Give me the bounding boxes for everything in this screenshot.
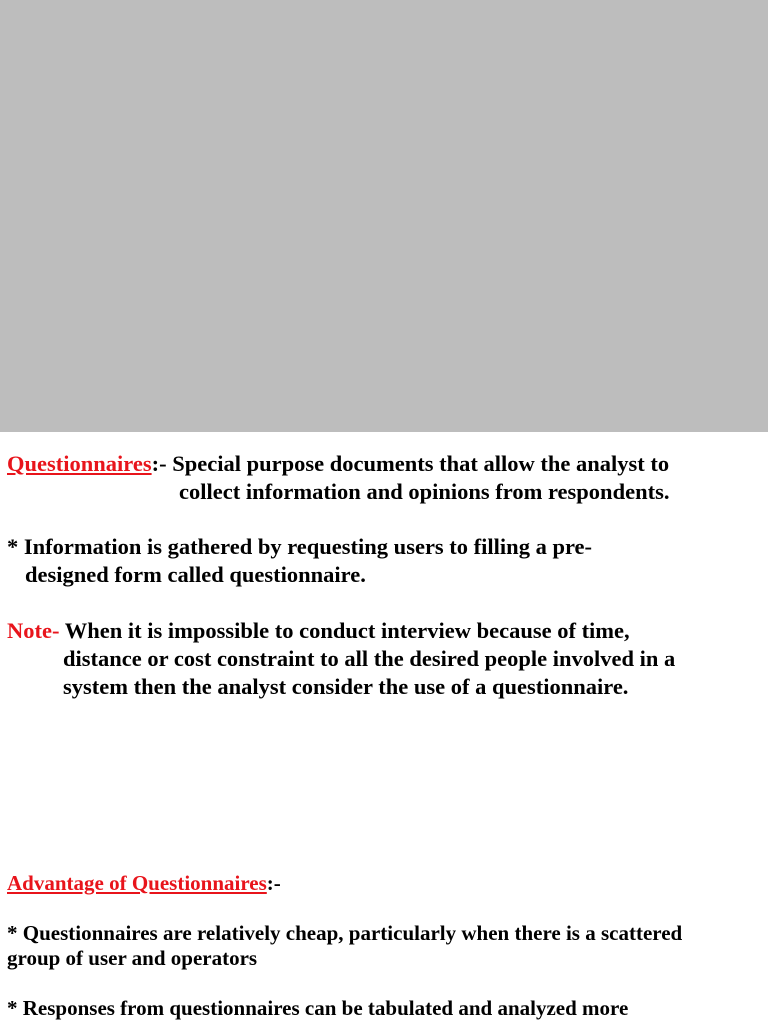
advantage-heading-text: Advantage of Questionnaires <box>7 871 267 895</box>
document-body <box>0 432 768 1024</box>
questionnaires-definition-line-1 <box>7 450 669 478</box>
advantage-bullet-responses-line-1 <box>7 995 628 1021</box>
bullet-information-text-1: * Information is gathered by requesting users to filling a pre- <box>7 534 593 559</box>
bullet-information-line-1 <box>7 533 592 561</box>
questionnaires-definition-text-1: Special purpose documents that allow the analyst to <box>166 451 670 476</box>
advantage-bullet-responses-text-1: * Responses from questionnaires can be tabulated and analyzed more <box>7 996 629 1020</box>
note-text-1: When it is impossible to conduct interview because of time, <box>59 618 630 643</box>
advantage-bullet-cheap-line-2 <box>7 945 257 971</box>
note-line-1 <box>7 617 630 645</box>
note-line-3 <box>63 673 628 701</box>
note-label: Note- <box>7 618 60 643</box>
note-text-2: distance or cost constraint to all the desired people involved in a <box>63 646 676 671</box>
advantage-bullet-cheap-line-1 <box>7 920 682 946</box>
questionnaires-term: Questionnaires <box>7 451 152 476</box>
blank-gray-panel <box>0 0 768 432</box>
bullet-information-line-2 <box>25 561 366 589</box>
questionnaires-definition-line-2 <box>179 478 669 506</box>
advantage-bullet-cheap-text-2: group of user and operators <box>7 946 258 970</box>
note-line-2 <box>63 645 675 673</box>
questionnaires-definition-text-2: collect information and opinions from respondents. <box>179 479 670 504</box>
advantage-heading <box>7 870 281 896</box>
advantage-bullet-cheap-text-1: * Questionnaires are relatively cheap, particularly when there is a scattered <box>7 921 683 945</box>
bullet-information-text-2: designed form called questionnaire. <box>25 562 366 587</box>
note-text-3: system then the analyst consider the use of a questionnaire. <box>63 674 629 699</box>
questionnaires-separator: :- <box>151 451 167 476</box>
advantage-heading-separator: :- <box>266 871 281 895</box>
